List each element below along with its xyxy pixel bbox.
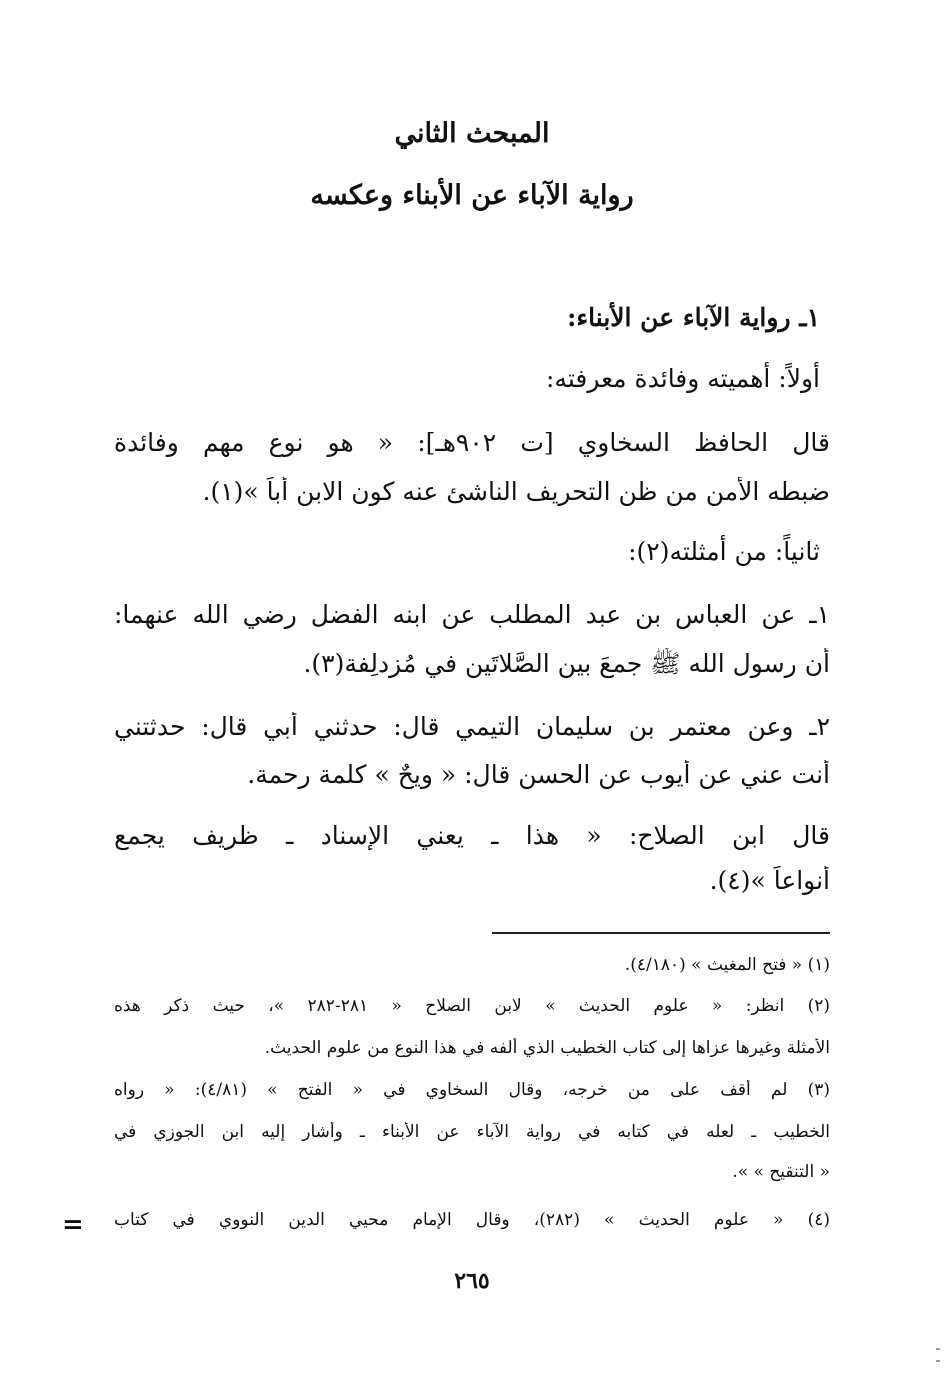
example-line: أن رسول الله ﷺ جمعَ بين الصَّلاتَين في مُزدلِفة(٣).	[303, 649, 830, 678]
footnote-2-line: (٢) انظر: « علوم الحديث » لابن الصلاح « ٢٨١-٢٨٢ »، حيث ذكر هذه	[114, 996, 830, 1016]
footnote-3-line: (٣) لم أقف على من خرجه، وقال السخاوي في « الفتح » (٤/٨١): « رواه	[114, 1080, 830, 1100]
quote-line: أنواعاً »(٤).	[709, 866, 830, 895]
examples-subheading: ثانياً: من أمثلته(٢):	[628, 537, 820, 566]
example-line: ٢ـ وعن معتمر بن سليمان التيمي قال: حدثني أبي قال: حدثتني	[114, 712, 830, 741]
footnote-1: (١) « فتح المغيث » (٤/١٨٠).	[624, 955, 830, 975]
footnote-2-line: الأمثلة وغيرها عزاها إلى كتاب الخطيب الذي ألفه في هذا النوع من علوم الحديث.	[264, 1038, 830, 1058]
quote-line: قال ابن الصلاح: « هذا ـ يعني الإسناد ـ ظريف يجمع	[114, 821, 830, 850]
footnote-3-line: « التنقيح » ».	[732, 1162, 830, 1182]
page-number: ٢٦٥	[454, 1268, 490, 1294]
scan-speck	[936, 1360, 940, 1362]
chapter-subtitle: رواية الآباء عن الأبناء وعكسه	[310, 180, 634, 211]
scan-speck	[936, 1348, 940, 1350]
paragraph-line: قال الحافظ السخاوي [ت ٩٠٢هـ]: « هو نوع مهم وفائدة	[114, 428, 830, 457]
chapter-title: المبحث الثاني	[394, 118, 550, 149]
section-heading: ١ـ رواية الآباء عن الأبناء:	[567, 303, 820, 332]
importance-subheading: أولاً: أهميته وفائدة معرفته:	[546, 364, 820, 393]
footnote-3-line: الخطيب ـ لعله في كتابه في رواية الآباء عن الأبناء ـ وأشار إليه ابن الجوزي في	[114, 1122, 830, 1142]
footnote-separator	[492, 932, 830, 934]
example-line: أنت عني عن أيوب عن الحسن قال: « ويحٌ » كلمة رحمة.	[247, 760, 830, 789]
continuation-mark: =	[62, 1210, 84, 1240]
paragraph-line: ضبطه الأمن من ظن التحريف الناشئ عنه كون الابن أباً »(١).	[202, 477, 830, 506]
example-line: ١ـ عن العباس بن عبد المطلب عن ابنه الفضل رضي الله عنهما:	[114, 600, 830, 629]
footnote-4: (٤) « علوم الحديث » (٢٨٢)، وقال الإمام محيي الدين النووي في كتاب	[114, 1210, 830, 1230]
